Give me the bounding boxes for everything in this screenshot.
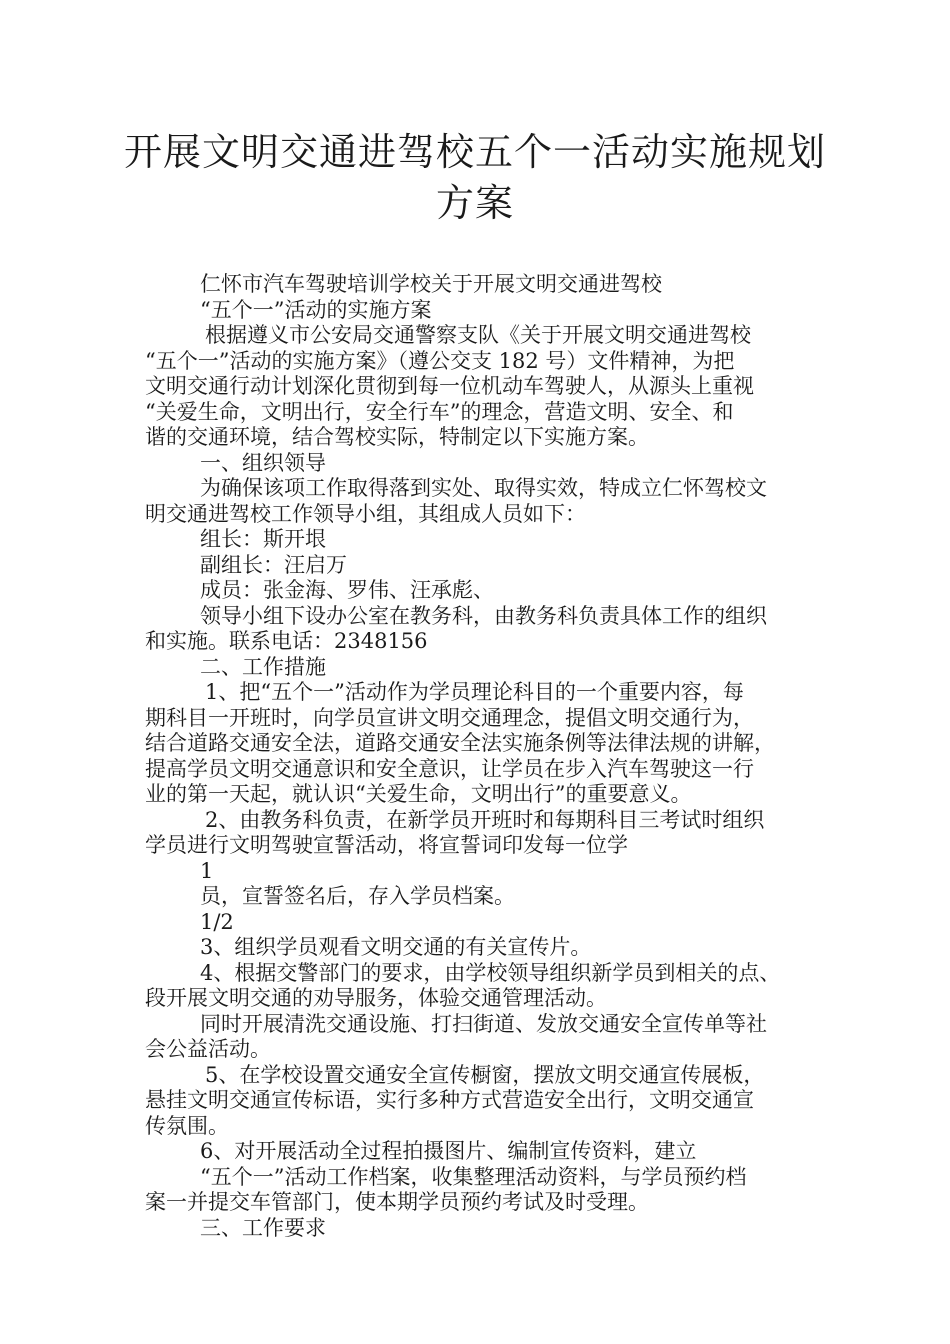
measure-5-line: 传氛围。 bbox=[145, 1114, 229, 1138]
school-heading-line: 仁怀市汽车驾驶培训学校关于开展文明交通进驾校 bbox=[200, 272, 662, 296]
measure-2-line: 学员进行文明驾驶宣誓活动，将宣誓词印发每一位学 bbox=[145, 833, 628, 857]
page-number: 1 bbox=[200, 859, 214, 883]
section-heading-measures: 二、工作措施 bbox=[200, 655, 326, 679]
intro-paragraph-line: 根据遵义市公安局交通警察支队《关于开展文明交通进驾校 bbox=[205, 323, 751, 347]
intro-paragraph-line: 谐的交通环境，结合驾校实际，特制定以下实施方案。 bbox=[145, 425, 649, 449]
paragraph-line: 领导小组下设办公室在教务科，由教务科负责具体工作的组织 bbox=[200, 604, 767, 628]
measure-6-line: 案一并提交车管部门，使本期学员预约考试及时受理。 bbox=[145, 1190, 649, 1214]
document-title-line-1: 开展文明交通进驾校五个一活动实施规划 bbox=[123, 130, 826, 174]
measure-1-line: 1、把“五个一”活动作为学员理论科目的一个重要内容，每 bbox=[205, 680, 744, 704]
measure-4-line: 4、根据交警部门的要求，由学校领导组织新学员到相关的点、 bbox=[200, 961, 781, 985]
plan-heading-line: “五个一”活动的实施方案 bbox=[200, 298, 432, 322]
contact-phone-line: 和实施。联系电话：2348156 bbox=[145, 629, 428, 653]
measure-1-line: 提高学员文明交通意识和安全意识，让学员在步入汽车驾驶这一行 bbox=[145, 757, 754, 781]
section-heading-requirements: 三、工作要求 bbox=[200, 1216, 326, 1240]
measure-6-line: “五个一”活动工作档案，收集整理活动资料，与学员预约档 bbox=[200, 1165, 747, 1189]
intro-paragraph-line: “关爱生命，文明出行，安全行车”的理念，营造文明、安全、和 bbox=[145, 400, 734, 424]
paragraph-line: 同时开展清洗交通设施、打扫街道、发放交通安全宣传单等社 bbox=[200, 1012, 767, 1036]
members-line: 成员：张金海、罗伟、汪承彪、 bbox=[200, 578, 494, 602]
measure-2-line: 员，宣誓签名后，存入学员档案。 bbox=[200, 884, 515, 908]
section-heading-organization: 一、组织领导 bbox=[200, 451, 326, 475]
measure-2-line: 2、由教务科负责，在新学员开班时和每期科目三考试时组织 bbox=[205, 808, 765, 832]
measure-1-line: 期科目一开班时，向学员宣讲文明交通理念，提倡文明交通行为， bbox=[145, 706, 754, 730]
measure-1-line: 业的第一天起，就认识“关爱生命，文明出行”的重要意义。 bbox=[145, 782, 692, 806]
measure-4-line: 段开展文明交通的劝导服务，体验交通管理活动。 bbox=[145, 986, 607, 1010]
intro-paragraph-line: “五个一”活动的实施方案》（遵公交支 182 号）文件精神，为把 bbox=[145, 349, 735, 373]
paragraph-line: 会公益活动。 bbox=[145, 1037, 271, 1061]
measure-3-line: 3、组织学员观看文明交通的有关宣传片。 bbox=[200, 935, 592, 959]
measure-1-line: 结合道路交通安全法，道路交通安全法实施条例等法律法规的讲解， bbox=[145, 731, 775, 755]
group-leader-line: 组长：斯开垠 bbox=[200, 527, 326, 551]
document-title-line-2: 方案 bbox=[435, 181, 514, 225]
intro-paragraph-line: 文明交通行动计划深化贯彻到每一位机动车驾驶人，从源头上重视 bbox=[145, 374, 754, 398]
paragraph-line: 为确保该项工作取得落到实处、取得实效，特成立仁怀驾校文 bbox=[200, 476, 767, 500]
measure-6-line: 6、对开展活动全过程拍摄图片、编制宣传资料，建立 bbox=[200, 1139, 697, 1163]
measure-5-line: 5、在学校设置交通安全宣传橱窗，摆放文明交通宣传展板， bbox=[205, 1063, 765, 1087]
deputy-leader-line: 副组长：汪启万 bbox=[200, 553, 347, 577]
measure-5-line: 悬挂文明交通宣传标语，实行多种方式营造安全出行，文明交通宣 bbox=[145, 1088, 754, 1112]
page-indicator: 1/2 bbox=[200, 910, 234, 934]
paragraph-line: 明交通进驾校工作领导小组，其组成人员如下： bbox=[145, 502, 586, 526]
